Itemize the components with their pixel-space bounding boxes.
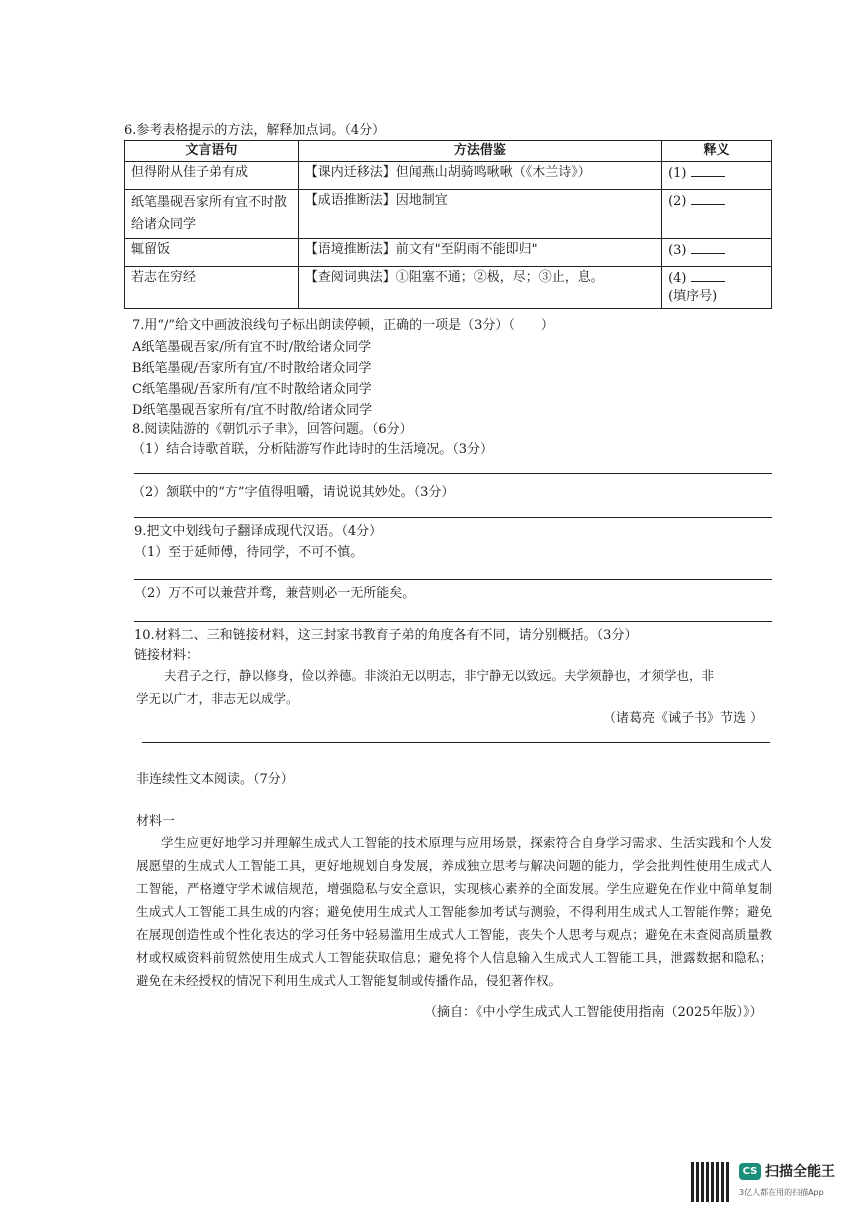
table-cell-sentence: 辄留饭 xyxy=(125,239,299,267)
table-cell-answer xyxy=(662,239,772,267)
table-row xyxy=(125,267,772,309)
q10-link-line1: 夫君子之行，静以修身，俭以养德。非淡泊无以明志，非宁静无以致远。夫学须静也，才须学也，非 xyxy=(164,668,715,683)
table-row xyxy=(125,190,772,239)
table-cell-answer xyxy=(662,190,772,239)
table-cell-method: 【成语推断法】因地制宜 xyxy=(298,190,661,239)
answer-number: (4) xyxy=(668,271,687,286)
table-cell-answer xyxy=(662,162,772,190)
q7-option-d[interactable]: D纸笔墨砚吾家所有/宜不时散/给诸众同学 xyxy=(132,403,373,418)
q6-table xyxy=(124,140,772,309)
q10-title: 10.材料二、三和链接材料，这三封家书教育子弟的角度各有不同，请分别概括。（3分） xyxy=(134,628,638,643)
q8-title: 8.阅读陆游的《朝饥示子聿》，回答问题。（6分） xyxy=(132,422,413,437)
camscanner-logo-icon: CS xyxy=(739,1163,761,1180)
table-header: 文言语句 xyxy=(125,141,299,162)
table-header: 方法借鉴 xyxy=(298,141,661,162)
q8-sub1: （1）结合诗歌首联，分析陆游写作此诗时的生活境况。（3分） xyxy=(132,442,494,457)
q7-option-c[interactable]: C纸笔墨砚/吾家所有/宜不时散给诸众同学 xyxy=(132,382,372,397)
answer-blank[interactable] xyxy=(691,269,725,282)
watermark-name: 扫描全能王 xyxy=(765,1164,835,1180)
q8-sub2: （2）颔联中的“方”字值得咀嚼，请说说其妙处。（3分） xyxy=(132,485,455,500)
table-cell-sentence: 但得附从佳子弟有成 xyxy=(125,162,299,190)
answer-note: (填序号) xyxy=(668,289,718,304)
answer-number: (1) xyxy=(668,166,687,181)
answer-line[interactable] xyxy=(142,742,770,743)
answer-number: (3) xyxy=(668,243,687,258)
q10-source: （诸葛亮《诫子书》节选 ） xyxy=(603,711,764,726)
answer-number: (2) xyxy=(668,194,687,209)
table-cell-method: 【语境推断法】前文有"至阴雨不能即归" xyxy=(298,239,661,267)
answer-blank[interactable] xyxy=(691,241,725,254)
table-cell-sentence: 纸笔墨砚吾家所有宜不时散给诸众同学 xyxy=(125,190,299,239)
q9-sub1: （1）至于延师傅，待同学，不可不慎。 xyxy=(134,545,364,560)
table-row xyxy=(125,162,772,190)
material-source: （摘自：《中小学生成式人工智能使用指南（2025年版）》） xyxy=(424,1005,763,1020)
table-header: 释义 xyxy=(662,141,772,162)
section-title: 非连续性文本阅读。（7分） xyxy=(136,772,294,787)
table-cell-method: 【课内迁移法】但闻燕山胡骑鸣啾啾（《木兰诗》） xyxy=(298,162,661,190)
qr-code-icon xyxy=(691,1162,731,1202)
q7-option-b[interactable]: B纸笔墨砚/吾家所有宜/不时散给诸众同学 xyxy=(132,361,372,376)
table-row xyxy=(125,239,772,267)
q7-title: 7.用“/”给文中画波浪线句子标出朗读停顿，正确的一项是（3分）（ ） xyxy=(132,318,554,333)
table-cell-method: 【查阅词典法】①阻塞不通；②极，尽；③止，息。 xyxy=(298,267,661,309)
table-header-row xyxy=(125,141,772,162)
material-paragraph: 学生应更好地学习并理解生成式人工智能的技术原理与应用场景，探索符合自身学习需求、生活实践和个人发展愿望的生成式人工智能工具，更好地规划自身发展，养成独立思考与解决问题的能力，学会批判性使用生成式人工智能，严格遵守学术诚信规范，增强隐私与安全意识，实现核心素养的全面发展。学生应避免在作业中简单复制生成式人工智能工具生成的内容；避免使用生成式人工智能参加考试与测验，不得利用生成式人工智能作弊；避免在展现创造性或个性化表达的学习任务中轻易滥用生成式人工智能，丧失个人思考与观点；避免在未查阅高质量教材或权威资料前贸然使用生成式人工智能获取信息；避免将个人信息输入生成式人工智能工具，泄露数据和隐私；避免在未经授权的情况下利用生成式人工智能复制或传播作品，侵犯著作权。 xyxy=(136,835,772,988)
table-cell-sentence: 若志在穷经 xyxy=(125,267,299,309)
answer-line[interactable] xyxy=(134,517,772,518)
watermark-tagline: 3亿人都在用的扫描App xyxy=(739,1188,824,1197)
q10-link-line2: 学无以广才，非志无以成学。 xyxy=(136,691,299,706)
q6-title: 6.参考表格提示的方法，解释加点词。（4分） xyxy=(124,123,386,138)
answer-blank[interactable] xyxy=(691,164,725,177)
q9-title: 9.把文中划线句子翻译成现代汉语。（4分） xyxy=(134,524,383,539)
answer-line[interactable] xyxy=(134,579,772,580)
q10-link-label: 链接材料： xyxy=(134,648,200,663)
q9-sub2: （2）万不可以兼营并骛，兼营则必一无所能矣。 xyxy=(134,586,416,601)
answer-line[interactable] xyxy=(134,473,772,474)
q7-option-a[interactable]: A纸笔墨砚吾家/所有宜不时/散给诸众同学 xyxy=(132,340,372,355)
table-cell-answer xyxy=(662,267,772,309)
answer-blank[interactable] xyxy=(691,192,725,205)
material-label: 材料一 xyxy=(136,814,176,829)
answer-line[interactable] xyxy=(134,621,772,622)
